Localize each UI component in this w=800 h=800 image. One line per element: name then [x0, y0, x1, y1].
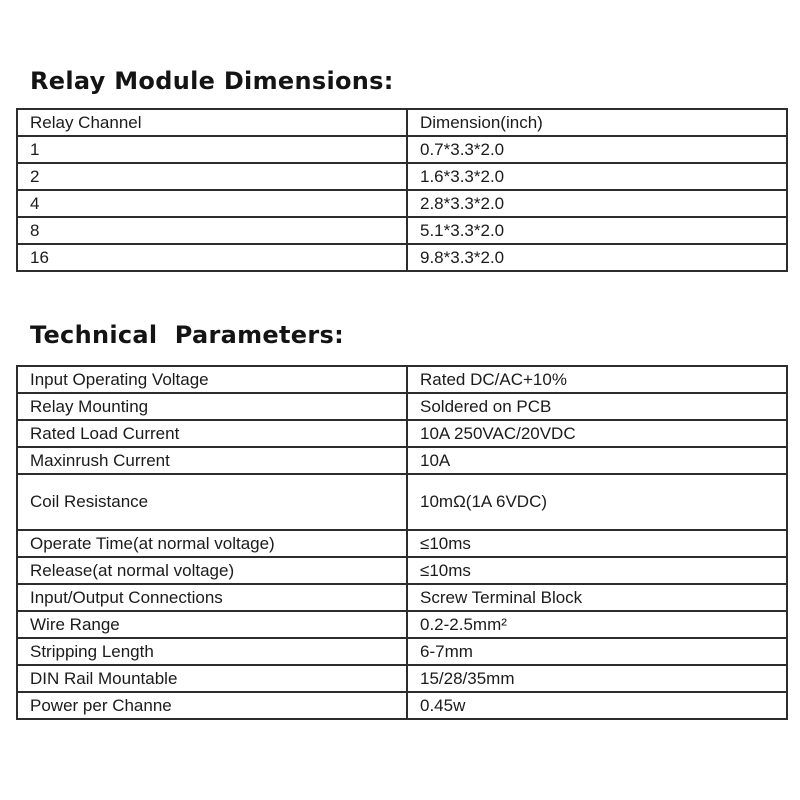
value-cell: Rated DC/AC+10%	[407, 366, 787, 393]
parameter-cell: Wire Range	[17, 611, 407, 638]
parameter-cell: Stripping Length	[17, 638, 407, 665]
value-cell: 6-7mm	[407, 638, 787, 665]
parameter-cell: Maxinrush Current	[17, 447, 407, 474]
parameter-cell: Release(at normal voltage)	[17, 557, 407, 584]
dimension-cell: 2.8*3.3*2.0	[407, 190, 787, 217]
table-row	[17, 163, 787, 190]
parameter-cell: Input Operating Voltage	[17, 366, 407, 393]
parameter-cell: DIN Rail Mountable	[17, 665, 407, 692]
table-row	[17, 530, 787, 557]
value-cell: 0.2-2.5mm²	[407, 611, 787, 638]
parameter-cell: Rated Load Current	[17, 420, 407, 447]
channel-cell: 1	[17, 136, 407, 163]
value-cell: Soldered on PCB	[407, 393, 787, 420]
table-row	[17, 447, 787, 474]
value-cell: 10A 250VAC/20VDC	[407, 420, 787, 447]
value-cell: ≤10ms	[407, 557, 787, 584]
value-cell: ≤10ms	[407, 530, 787, 557]
channel-cell: 8	[17, 217, 407, 244]
table-row	[17, 420, 787, 447]
value-cell: 15/28/35mm	[407, 665, 787, 692]
table-row	[17, 611, 787, 638]
dimension-cell: 0.7*3.3*2.0	[407, 136, 787, 163]
table-row	[17, 638, 787, 665]
channel-cell: 2	[17, 163, 407, 190]
table-row	[17, 136, 787, 163]
channel-cell: 4	[17, 190, 407, 217]
table-row	[17, 665, 787, 692]
table-row	[17, 217, 787, 244]
value-cell: 10A	[407, 447, 787, 474]
value-cell: 0.45w	[407, 692, 787, 719]
table-row	[17, 393, 787, 420]
table-row	[17, 584, 787, 611]
parameter-cell: Relay Mounting	[17, 393, 407, 420]
dimension-cell: 5.1*3.3*2.0	[407, 217, 787, 244]
value-cell: 10mΩ(1A 6VDC)	[407, 474, 787, 530]
parameter-cell: Operate Time(at normal voltage)	[17, 530, 407, 557]
table-row	[17, 190, 787, 217]
dimension-cell: 1.6*3.3*2.0	[407, 163, 787, 190]
dimensions-header-row	[17, 109, 787, 136]
table-row	[17, 557, 787, 584]
table-row	[17, 366, 787, 393]
channel-cell: 16	[17, 244, 407, 271]
table-row	[17, 692, 787, 719]
dimensions-table	[16, 108, 788, 272]
parameter-cell: Input/Output Connections	[17, 584, 407, 611]
dimensions-header-channel: Relay Channel	[17, 109, 407, 136]
parameter-cell: Coil Resistance	[17, 474, 407, 530]
technical-parameters-table	[16, 365, 788, 720]
dimension-cell: 9.8*3.3*2.0	[407, 244, 787, 271]
value-cell: Screw Terminal Block	[407, 584, 787, 611]
table-row-coil-resistance	[17, 474, 787, 530]
parameter-cell: Power per Channe	[17, 692, 407, 719]
dimensions-header-dimension: Dimension(inch)	[407, 109, 787, 136]
table-row	[17, 244, 787, 271]
dimensions-section-title: Relay Module Dimensions:	[30, 67, 394, 95]
technical-section-title: Technical Parameters:	[30, 321, 344, 349]
